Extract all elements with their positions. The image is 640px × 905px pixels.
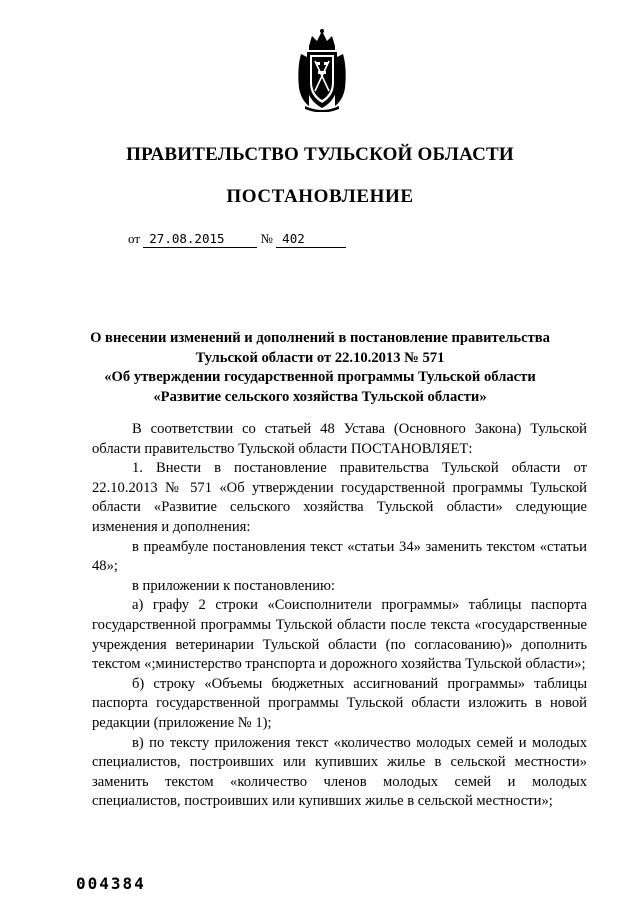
number-label: № — [260, 231, 273, 246]
date-label: от — [128, 231, 141, 246]
body-paragraph-item-1: 1. Внести в постановление правительства Тульской области от 22.10.2013 № 571 «Об утверждении государственной программы Тульской области «Развитие сельского хозяйства Тульской области» следующие изменения и дополнения: — [92, 460, 587, 535]
decree-heading — [60, 329, 580, 407]
heading-line-1: О внесении изменений и дополнений в постановление правительства — [90, 330, 550, 346]
heading-line-2: Тульской области от 22.10.2013 № 571 — [195, 349, 445, 366]
heading-line-3: «Об утверждении государственной программы Тульской области — [104, 369, 536, 385]
decree-number: 402 — [276, 231, 346, 248]
body-paragraph-item-v: в) по тексту приложения текст «количество молодых семей и молодых специалистов, построивших или купивших жилье в сельской местности» заменить текстом «количество членов молодых семей и молодых специалистов, построивших или купивших жилье в сельской местности»; — [92, 734, 587, 810]
heading-line-4: «Развитие сельского хозяйства Тульской области» — [153, 388, 487, 405]
serial-number: 004384 — [76, 874, 146, 893]
body-paragraph-appendix-intro: в приложении к постановлению: — [132, 577, 335, 594]
decree-body — [92, 420, 587, 812]
government-title: ПРАВИТЕЛЬСТВО ТУЛЬСКОЙ ОБЛАСТИ — [126, 144, 514, 165]
body-paragraph-item-b: б) строку «Объемы бюджетных ассигнований программы» таблицы паспорта государственной программы Тульской области изложить в новой редакции (приложение № 1); — [92, 675, 587, 731]
body-paragraph-preamble: В соответствии со статьей 48 Устава (Основного Закона) Тульской области правительство Тульской области ПОСТАНОВЛЯЕТ: — [92, 421, 587, 457]
body-paragraph-item-a: а) графу 2 строки «Соисполнители программы» таблицы паспорта государственной программы Тульской области после текста «государственные учреждения ветеринарии Тульской области (по согласованию)» дополнить текстом «;министерство транспорта и дорожного хозяйства Тульской области»; — [92, 597, 587, 673]
decree-date: 27.08.2015 — [143, 231, 257, 248]
body-paragraph-preamble-change: в преамбуле постановления текст «статьи 34» заменить текстом «статьи 48»; — [92, 538, 587, 575]
document-type: ПОСТАНОВЛЕНИЕ — [226, 186, 414, 207]
date-number-line — [128, 231, 346, 248]
coat-of-arms-emblem — [295, 28, 349, 112]
